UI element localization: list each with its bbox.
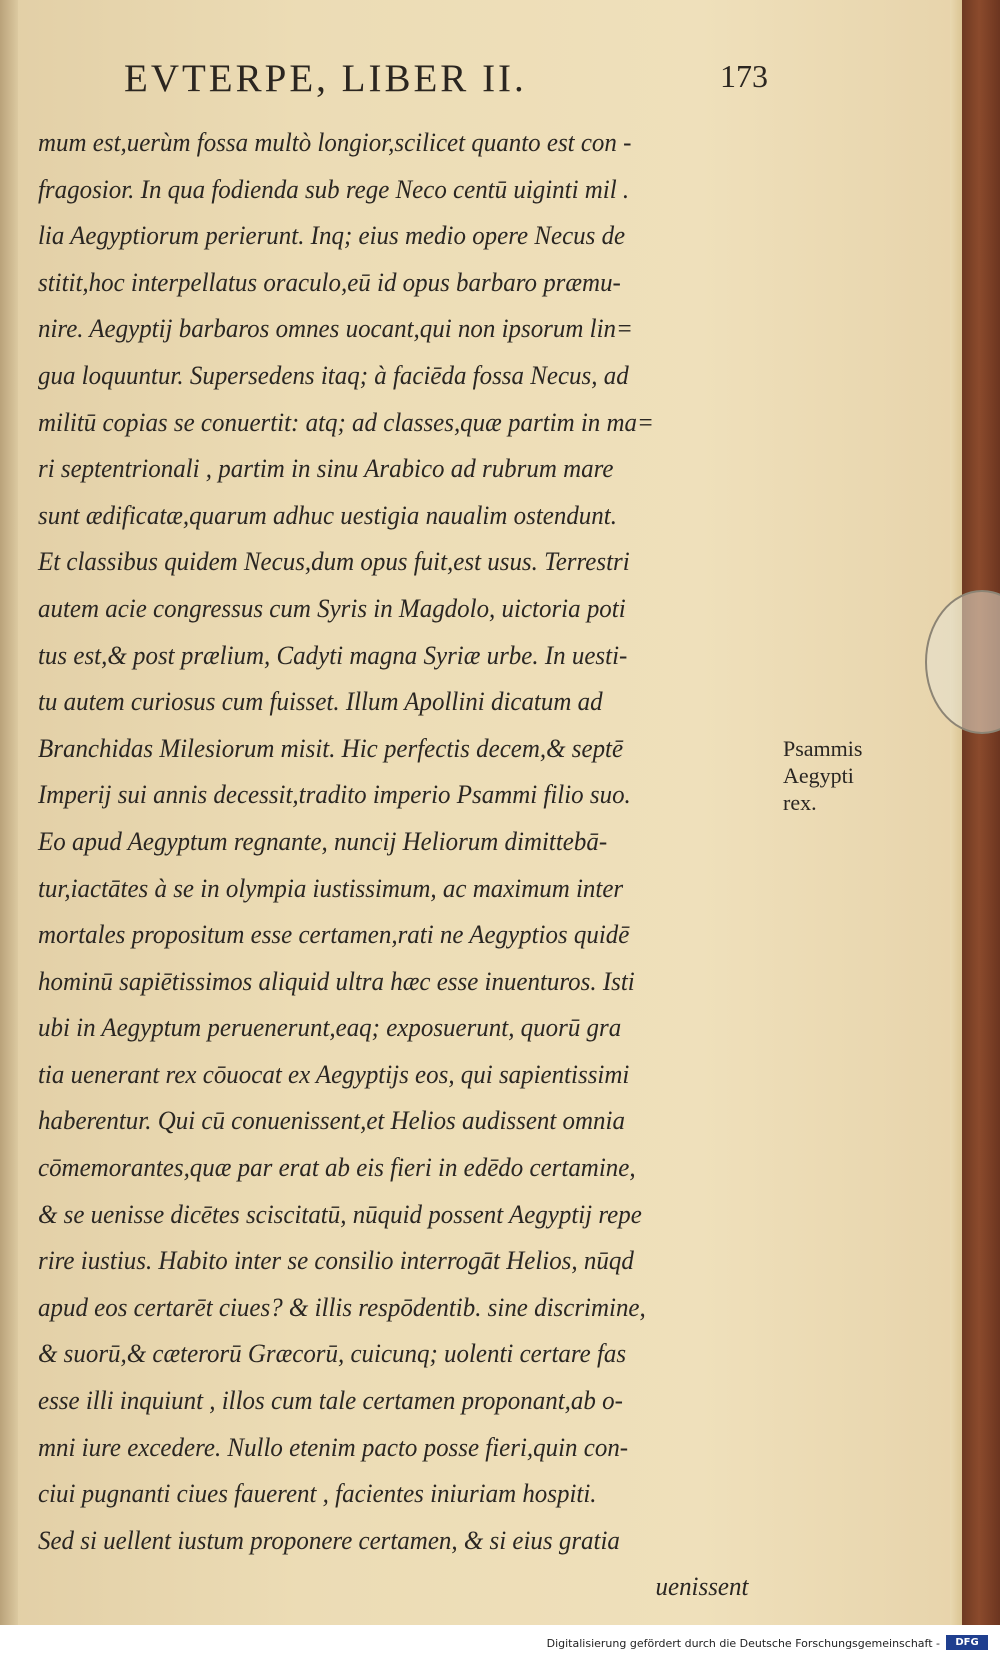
text-line: apud eos certarēt ciues? & illis respōdentib. sine discrimine, xyxy=(38,1292,646,1322)
funding-credit: Digitalisierung gefördert durch die Deutsche Forschungsgemeinschaft - xyxy=(546,1637,940,1650)
catchword: uenissent xyxy=(655,1572,749,1602)
text-line: Branchidas Milesiorum misit. Hic perfectis decem,& septē xyxy=(38,733,624,763)
running-title: EVTERPE, LIBER II. xyxy=(124,57,527,100)
body-text xyxy=(38,120,778,1611)
text-line: cōmemorantes,quæ par erat ab eis fieri in edēdo certamine, xyxy=(38,1153,636,1183)
book-binding xyxy=(962,0,1000,1625)
text-line: hominū sapiētissimos aliquid ultra hæc esse inuenturos. Isti xyxy=(38,966,635,996)
page-left-edge xyxy=(0,0,18,1625)
marginal-note-line: rex. xyxy=(783,790,817,815)
dfg-logo-icon: DFG xyxy=(946,1635,988,1650)
text-line: & se uenisse dicētes sciscitatū, nūquid possent Aegyptij repe xyxy=(38,1199,642,1229)
text-line: rire iustius. Habito inter se consilio interrogāt Helios, nūqd xyxy=(38,1246,634,1276)
text-line: & suorū,& cæterorū Græcorū, cuicunq; uolenti certare fas xyxy=(38,1339,627,1369)
text-line: mortales propositum esse certamen,rati ne Aegyptios quidē xyxy=(38,920,630,950)
text-line: nire. Aegyptij barbaros omnes uocant,qui non ipsorum lin= xyxy=(38,314,633,344)
text-line: mum est,uerùm fossa multò longior,scilicet quanto est con - xyxy=(38,128,632,157)
text-line: ubi in Aegyptum peruenerunt,eaq; exposuerunt, quorū gra xyxy=(38,1013,622,1043)
text-line: fragosior. In qua fodienda sub rege Neco centū uiginti mil . xyxy=(38,174,630,204)
digitization-footer xyxy=(0,1625,1000,1661)
text-line: sunt ædificatæ,quarum adhuc uestigia naualim ostendunt. xyxy=(38,500,617,530)
text-line: ri septentrionali , partim in sinu Arabico ad rubrum mare xyxy=(38,454,614,484)
page-header xyxy=(88,56,768,106)
text-line: esse illi inquiunt , illos cum tale certamen proponant,ab o- xyxy=(38,1386,623,1416)
text-line: autem acie congressus cum Syris in Magdolo, uictoria poti xyxy=(38,593,626,623)
text-line: Imperij sui annis decessit,tradito imperio Psammi filio suo. xyxy=(38,780,631,810)
marginal-note-line: Aegypti xyxy=(783,763,854,788)
text-line: lia Aegyptiorum perierunt. Inq; eius medio opere Necus de xyxy=(38,221,626,251)
text-line: haberentur. Qui cū conuenissent,et Helios audissent omnia xyxy=(38,1106,625,1136)
text-line: Sed si uellent iustum proponere certamen, & si eius gratia xyxy=(38,1525,620,1555)
text-line: stitit,hoc interpellatus oraculo,eū id opus barbaro præmu- xyxy=(38,267,621,297)
text-line: tu autem curiosus cum fuisset. Illum Apollini dicatum ad xyxy=(38,687,603,717)
text-line: ciui pugnanti ciues fauerent , facientes iniuriam hospiti. xyxy=(38,1479,597,1509)
text-line: mni iure excedere. Nullo etenim pacto posse fieri,quin con- xyxy=(38,1432,629,1462)
page-clip-tab xyxy=(925,590,1000,734)
marginal-note-line: Psammis xyxy=(783,736,863,761)
text-line: Eo apud Aegyptum regnante, nuncij Heliorum dimittebā- xyxy=(38,826,608,856)
text-line: Et classibus quidem Necus,dum opus fuit,est usus. Terrestri xyxy=(38,547,630,577)
text-line: gua loquuntur. Supersedens itaq; à faciēda fossa Necus, ad xyxy=(38,360,629,390)
text-line: tus est,& post prælium, Cadyti magna Syriæ urbe. In uesti- xyxy=(38,640,628,670)
text-line: militū copias se conuertit: atq; ad classes,quæ partim in ma= xyxy=(38,407,654,437)
text-line: tur,iactātes à se in olympia iustissimum, ac maximum inter xyxy=(38,873,624,903)
marginal-note xyxy=(783,735,883,816)
page-number: 173 xyxy=(720,58,768,94)
text-line: tia uenerant rex cōuocat ex Aegyptijs eos, qui sapientissimi xyxy=(38,1059,630,1089)
